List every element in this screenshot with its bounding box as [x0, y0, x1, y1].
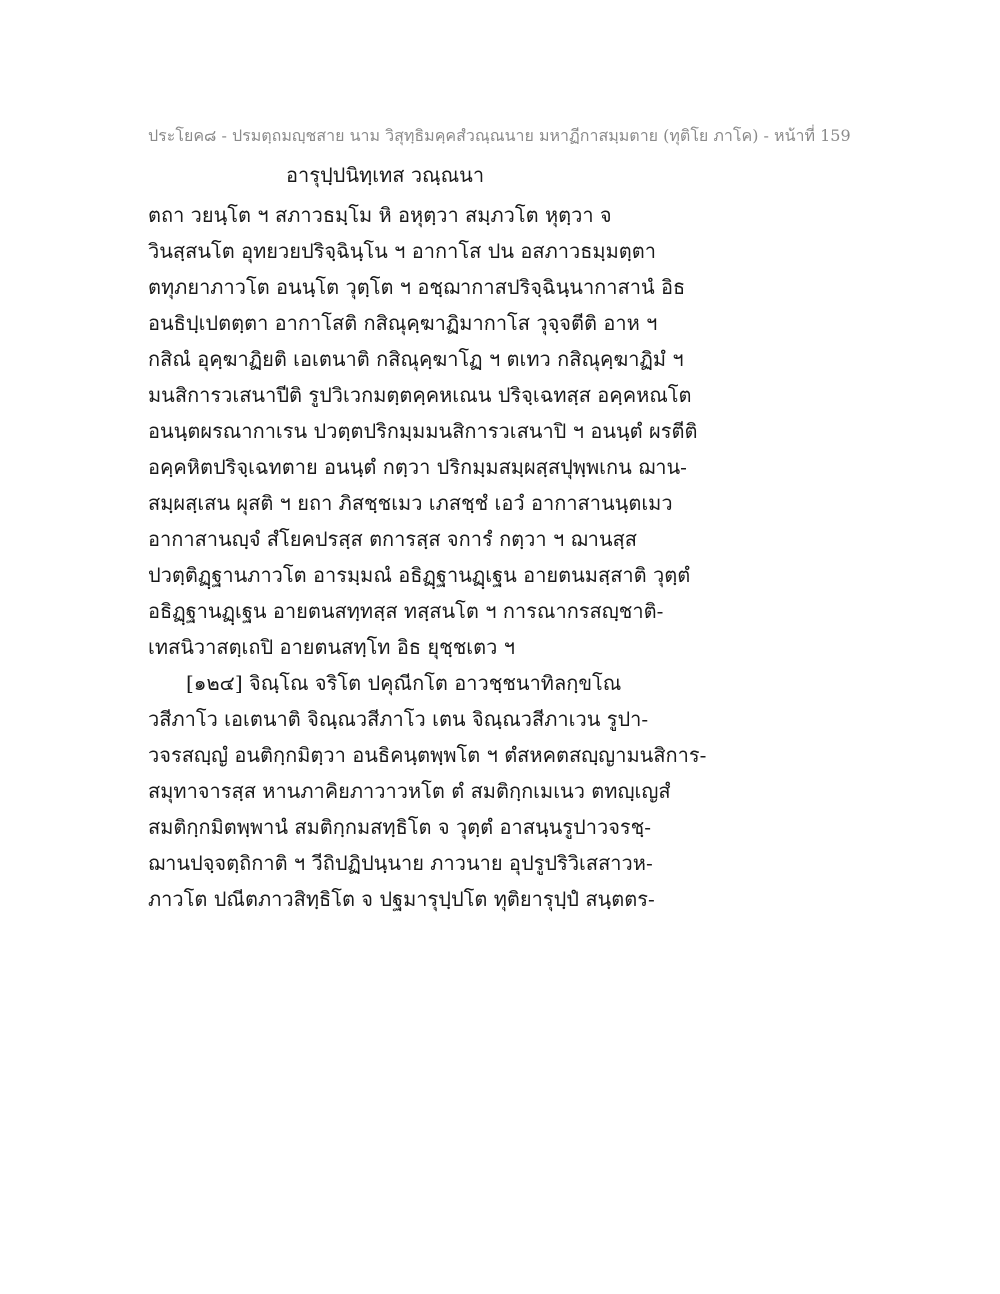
text-line: วสีภาโว เอเตนาติ จิณฺณวสีภาโว เตน จิณฺณวสีภาเวน รูปา- [148, 707, 649, 731]
text-line: อากาสานญฺจํ สํโยคปรสฺส ตการสฺส จการํ กตฺวา ฯ ฌานสฺส [148, 527, 637, 551]
text-line: อคฺคหิตปริจฺเฉทตาย อนนฺตํ กตฺวา ปริกมฺมสมฺผสฺสปุพฺพเกน ฌาน- [148, 455, 687, 479]
text-line: ฌานปจฺจตฺถิกาติ ฯ วีถิปฏิปนฺนาย ภาวนาย อุปรูปริวิเสสาวห- [148, 851, 653, 875]
paragraph-start-line: [๑๒๔] จิณฺโณ จริโต ปคุณีกโต อาวชฺชนาทิลกฺขโณ [186, 671, 622, 695]
text-line: อนธิปฺเปตตฺตา อากาโสติ กสิณุคฺฆาฏิมากาโส วุจฺจตีติ อาห ฯ [148, 311, 658, 335]
text-line: ตทุภยาภาวโต อนนฺโต วุตฺโต ฯ อชฺฌากาสปริจฺฉินฺนากาสานํ อิธ [148, 275, 686, 299]
text-line: เทสนิวาสตฺเถปิ อายตนสทฺโท อิธ ยุชฺชเตว ฯ [148, 635, 515, 659]
section-title: อารุปฺปนิทฺเทส วณฺณนา [286, 163, 485, 187]
text-line: ตถา วยนฺโต ฯ สภาวธมฺโม หิ อหุตฺวา สมฺภวโต หุตฺวา จ [148, 203, 612, 227]
body-text [148, 197, 708, 917]
text-line: ภาวโต ปณีตภาวสิทฺธิโต จ ปฐมารุปฺปโต ทุติยารุปฺปํ สนฺตตร- [148, 887, 655, 911]
page-header: ประโยค๘ - ปรมตฺถมญฺชสาย นาม วิสุทฺธิมคฺคสํวณฺณนาย มหาฏีกาสมฺมตาย (ทุติโย ภาโค) - หน้าที่ 159 [148, 126, 851, 145]
text-line: วินสฺสนโต อุทยวยปริจฺฉินฺโน ฯ อากาโส ปน อสภาวธมฺมตฺตา [148, 239, 657, 263]
text-line: สมุทาจารสฺส หานภาคิยภาวาวหโต ตํ สมติกฺกเมเนว ตทญฺเญสํ [148, 779, 671, 803]
text-line: วจรสญฺญํ อนติกฺกมิตฺวา อนธิคนฺตพฺพโต ฯ ตํสหคตสญฺญามนสิการ- [148, 743, 707, 767]
text-line: สมฺผสฺเสน ผุสติ ฯ ยถา ภิสชฺชเมว เภสชฺชํ เอวํ อากาสานนฺตเมว [148, 491, 673, 515]
text-line: อนนฺตผรณากาเรน ปวตฺตปริกมฺมมนสิการวเสนาปิ ฯ อนนฺตํ ผรตีติ [148, 419, 698, 443]
text-line: อธิฏฺฐานฏฺเฐน อายตนสทฺทสฺส ทสฺสนโต ฯ การณากรสญฺชาติ- [148, 599, 664, 623]
text-line: ปวตฺติฏฺฐานภาวโต อารมฺมณํ อธิฏฺฐานฏฺเฐน อายตนมสฺสาติ วุตฺตํ [148, 563, 691, 587]
text-line: มนสิการวเสนาปีติ รูปวิเวกมตฺตคฺคหเณน ปริจฺเฉทสฺส อคฺคหณโต [148, 383, 692, 407]
text-line: กสิณํ อุคฺฆาฏิยติ เอเตนาติ กสิณุคฺฆาโฏ ฯ ตเทว กสิณุคฺฆาฏิมํ ฯ [148, 347, 684, 371]
text-line: สมติกฺกมิตพฺพานํ สมติกฺกมสทฺธิโต จ วุตฺตํ อาสนฺนรูปาวจรชฺ- [148, 815, 651, 839]
